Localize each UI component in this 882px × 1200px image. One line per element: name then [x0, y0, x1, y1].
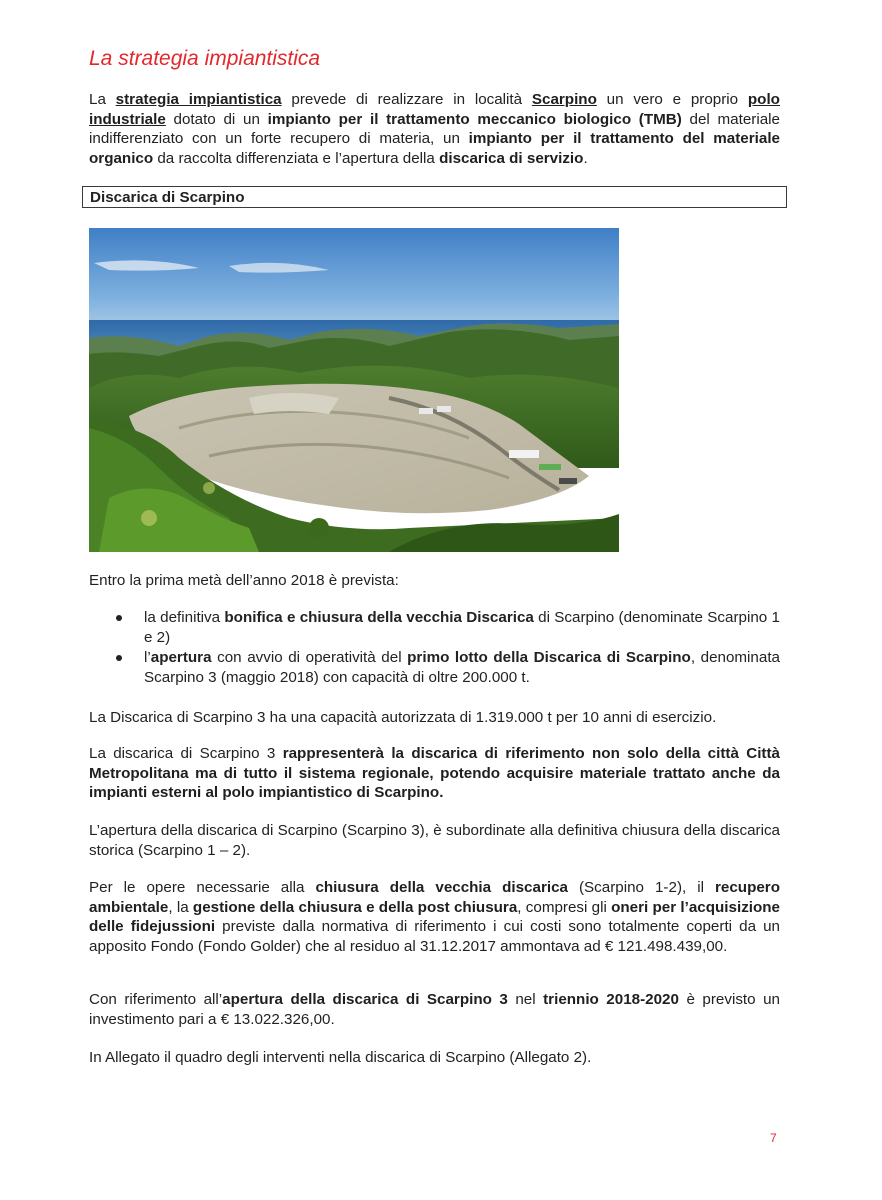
- works-text-3: , la: [168, 898, 193, 916]
- works-text-5: previste dalla normativa di riferimento i cui costi sono totalmente coperti da un apposito Fondo (Fondo Golder) che al residuo al 31.12.2017 ammontava ad € 121.498.439,00.: [89, 918, 780, 955]
- investment-text-3: è previsto un investimento pari a € 13.022.326,00.: [89, 991, 780, 1028]
- capacity-paragraph: La Discarica di Scarpino 3 ha una capacità autorizzata di 1.319.000 t per 10 anni di esercizio.: [89, 709, 717, 726]
- bullet-1-bold: bonifica e chiusura della vecchia Discarica: [224, 609, 534, 626]
- investment-bold-1: apertura della discarica di Scarpino 3: [222, 991, 508, 1008]
- works-bold-4: oneri per l’acquisizione delle fidejussioni: [89, 898, 781, 935]
- investment-bold-2: triennio 2018-2020: [543, 991, 679, 1008]
- investment-text-2: nel: [507, 991, 544, 1008]
- intro-text-7: .: [583, 149, 588, 167]
- lead-paragraph: Entro la prima metà dell’anno 2018 è prevista:: [89, 572, 399, 589]
- bullet-2-text-1: l’: [144, 649, 151, 666]
- bullet-2-text-2: con avvio di operatività del: [211, 649, 408, 666]
- intro-text-2: prevede di realizzare in località: [281, 91, 532, 108]
- page-number: 7: [770, 1131, 777, 1145]
- boxed-section-title: Discarica di Scarpino: [82, 186, 787, 208]
- works-bold-2: recupero ambientale: [89, 879, 780, 916]
- intro-bold-organico: impianto per il trattamento del materiale organico: [89, 130, 780, 167]
- bullet-dot-icon: [116, 655, 122, 661]
- list-item: [89, 608, 780, 647]
- opening-paragraph: L’apertura della discarica di Scarpino (Scarpino 3), è subordinate alla definitiva chiusura della discarica storica (Scarpino 1 – 2).: [89, 822, 780, 859]
- reference-text: La discarica di Scarpino 3: [89, 745, 283, 762]
- intro-bold-polo: polo industriale: [89, 91, 780, 128]
- bullet-2-bold-2: primo lotto della Discarica di Scarpino: [407, 649, 691, 666]
- works-bold-3: gestione della chiusura e della post chiusura: [192, 898, 518, 916]
- investment-paragraph: [89, 990, 780, 1029]
- works-text-4: , compresi gli: [517, 898, 612, 916]
- intro-bold-discarica: discarica di servizio: [439, 149, 584, 167]
- works-paragraph: [89, 878, 780, 956]
- annex-paragraph: In Allegato il quadro degli interventi nella discarica di Scarpino (Allegato 2).: [89, 1049, 592, 1066]
- intro-text-1: La: [89, 91, 116, 108]
- intro-bold-tmb: impianto per il trattamento meccanico biologico (TMB): [267, 110, 682, 128]
- works-text-1: Per le opere necessarie alla: [89, 879, 316, 896]
- intro-text-4: dotato di un: [165, 110, 268, 128]
- intro-text-6: da raccolta differenziata e l’apertura della: [153, 149, 440, 167]
- reference-bold: rappresenterà la discarica di riferimento non solo della città Città Metropolitana ma di tutto il sistema regionale, potendo acquisire materiale trattato anche da impianti esterni al polo impiantistico di Scarpino.: [89, 745, 780, 801]
- intro-bold-scarpino: Scarpino: [531, 91, 597, 108]
- reference-paragraph: [89, 744, 780, 803]
- investment-text-1: Con riferimento all’: [89, 991, 223, 1008]
- intro-text-3: un vero e proprio: [596, 91, 748, 108]
- section-heading: La strategia impiantistica: [89, 47, 321, 70]
- works-text-2: (Scarpino 1-2), il: [567, 879, 715, 896]
- landfill-photo: [89, 228, 619, 552]
- intro-bold-strategy: strategia impiantistica: [115, 91, 282, 108]
- bullet-dot-icon: [116, 615, 122, 621]
- intro-text-5: del materiale indifferenziato con un forte recupero di materia, un: [89, 110, 780, 147]
- intro-paragraph: [89, 90, 780, 168]
- list-item: [89, 648, 780, 687]
- bullet-2-text-3: , denominata Scarpino 3 (maggio 2018) con capacità di oltre 200.000 t.: [144, 649, 780, 686]
- works-bold-1: chiusura della vecchia discarica: [315, 879, 568, 896]
- bullet-list: [89, 608, 780, 688]
- bullet-1-text-2: di Scarpino (denominate Scarpino 1 e 2): [144, 609, 780, 646]
- bullet-2-bold-1: apertura: [150, 649, 212, 666]
- bullet-1-text-1: la definitiva: [144, 609, 225, 626]
